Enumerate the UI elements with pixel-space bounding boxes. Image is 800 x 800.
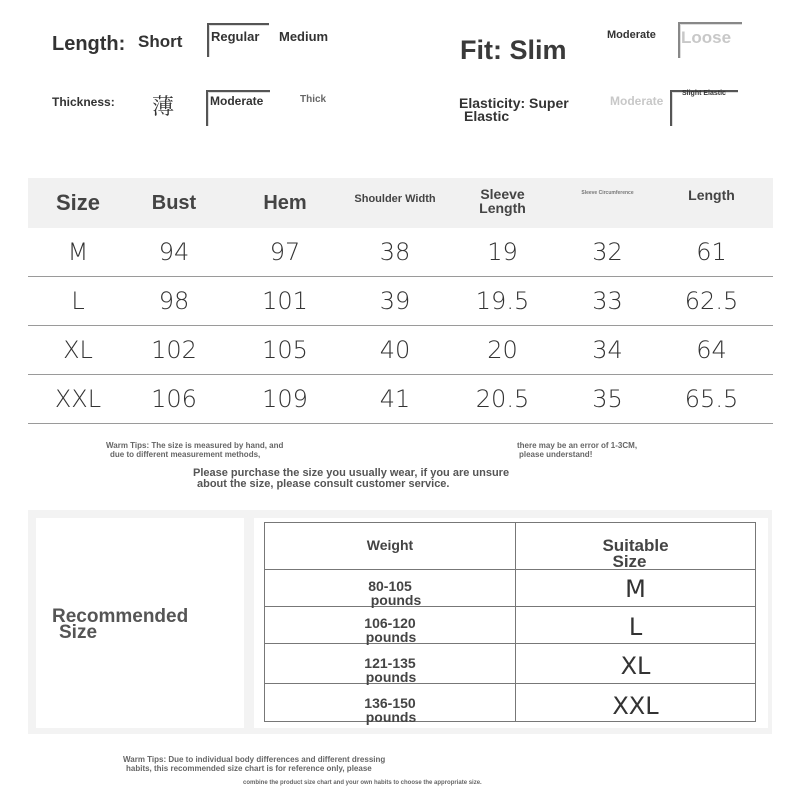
recommendation-title-line2: Size [59, 622, 98, 643]
recommendation-title-box [36, 518, 244, 728]
length-option-regular: Regular [211, 29, 260, 44]
length-option-medium: Medium [279, 29, 329, 44]
cell-size: XL [63, 336, 93, 364]
cell-shoulder: 40 [379, 336, 411, 364]
header-hem: Hem [263, 192, 307, 214]
cell-size: L [71, 287, 85, 315]
weight-unit: pounds [365, 629, 417, 645]
header-sleeve-circumference: Sleeve Circumference [581, 189, 634, 196]
elasticity-option-slight: Slight Elastic [682, 90, 726, 97]
cell-size: M [67, 238, 89, 266]
weight-cell [265, 579, 515, 607]
length-option-short: Short [138, 32, 183, 51]
tip-line-1b: due to different measurement methods, [110, 450, 261, 459]
length-label: Length: [52, 33, 126, 55]
recommendation-title-line1: Recommended [52, 606, 189, 627]
cell-size: XXL [54, 385, 102, 413]
cell-sleeve-length: 20.5 [475, 385, 530, 413]
header-bust: Bust [151, 192, 197, 214]
cell-shoulder: 38 [379, 238, 411, 266]
cell-sleeve-circumference: 35 [592, 385, 623, 413]
cell-bust: 106 [151, 385, 197, 413]
tip-line-4: about the size, please consult customer service. [197, 478, 450, 490]
cell-sleeve-circumference: 34 [592, 336, 623, 364]
cell-bust: 98 [158, 287, 190, 315]
size-cell: L [628, 613, 643, 641]
header-suitable-line2: Size [612, 552, 647, 572]
cell-bust: 94 [158, 238, 190, 266]
weight-cell [265, 656, 515, 684]
weight-range: 121-135 [364, 655, 416, 671]
size-row [28, 375, 773, 424]
cell-hem: 101 [262, 287, 308, 315]
cell-sleeve-circumference: 32 [592, 238, 623, 266]
weight-range: 106-120 [364, 615, 416, 631]
weight-cell [265, 616, 515, 644]
cell-bust: 102 [151, 336, 197, 364]
elasticity-option-moderate: Moderate [610, 94, 664, 108]
cell-length: 65.5 [684, 385, 739, 413]
size-row [28, 228, 773, 277]
elasticity-label-line1: Elasticity: Super [459, 95, 569, 111]
cell-shoulder: 39 [379, 287, 411, 315]
elasticity-label-line2: Elastic [464, 108, 510, 124]
size-chart-table [28, 178, 773, 424]
cell-hem: 105 [262, 336, 308, 364]
thickness-option-thin: 薄 [152, 95, 175, 120]
header-sleeve-length: Sleeve Length [479, 186, 526, 216]
cell-length: 61 [696, 238, 727, 266]
header-suitable-line1: Suitable [602, 536, 669, 555]
thickness-option-moderate: Moderate [210, 94, 264, 108]
cell-sleeve-length: 20 [487, 336, 518, 364]
weight-unit: pounds [370, 592, 422, 608]
cell-sleeve-length: 19 [487, 238, 518, 266]
fit-option-moderate: Moderate [607, 29, 656, 41]
cell-hem: 97 [269, 238, 301, 266]
fit-label: Fit: Slim [460, 35, 567, 65]
weight-range: 136-150 [364, 695, 416, 711]
size-cell: M [625, 575, 646, 603]
tip2-line-2: habits, this recommended size chart is for reference only, please [126, 764, 372, 773]
cell-shoulder: 41 [379, 385, 411, 413]
cell-length: 62.5 [684, 287, 739, 315]
tip-line-3: Please purchase the size you usually wear, if you are unsure [193, 467, 510, 479]
cell-sleeve-circumference: 33 [592, 287, 623, 315]
header-suitable-size [516, 538, 755, 570]
size-chart-header [28, 178, 773, 228]
recommendation-table [264, 522, 756, 725]
weight-unit: pounds [365, 709, 417, 725]
tip2-line-1: Warm Tips: Due to individual body differences and different dressing [123, 755, 386, 764]
weight-unit: pounds [365, 669, 417, 685]
weight-cell [265, 696, 515, 724]
size-cell: XL [620, 652, 651, 680]
header-size: Size [55, 190, 101, 215]
size-row [28, 326, 773, 375]
thickness-label: Thickness: [52, 95, 115, 109]
fit-option-loose: Loose [681, 28, 732, 47]
weight-range: 80-105 [368, 578, 412, 594]
cell-hem: 109 [262, 385, 308, 413]
size-cell: XXL [612, 692, 659, 720]
header-weight: Weight [366, 537, 414, 553]
cell-sleeve-length: 19.5 [475, 287, 530, 315]
tip-line-2b: please understand! [519, 450, 593, 459]
size-row [28, 277, 773, 326]
tip-line-1a: Warm Tips: The size is measured by hand, and [106, 441, 284, 450]
cell-length: 64 [696, 336, 727, 364]
tip2-line-3: combine the product size chart and your own habits to choose the appropriate size. [243, 780, 482, 786]
header-shoulder-width: Shoulder Width [354, 192, 436, 205]
header-length: Length [688, 187, 735, 203]
thickness-option-thick: Thick [300, 94, 327, 105]
tip-line-2a: there may be an error of 1-3CM, [517, 441, 638, 450]
